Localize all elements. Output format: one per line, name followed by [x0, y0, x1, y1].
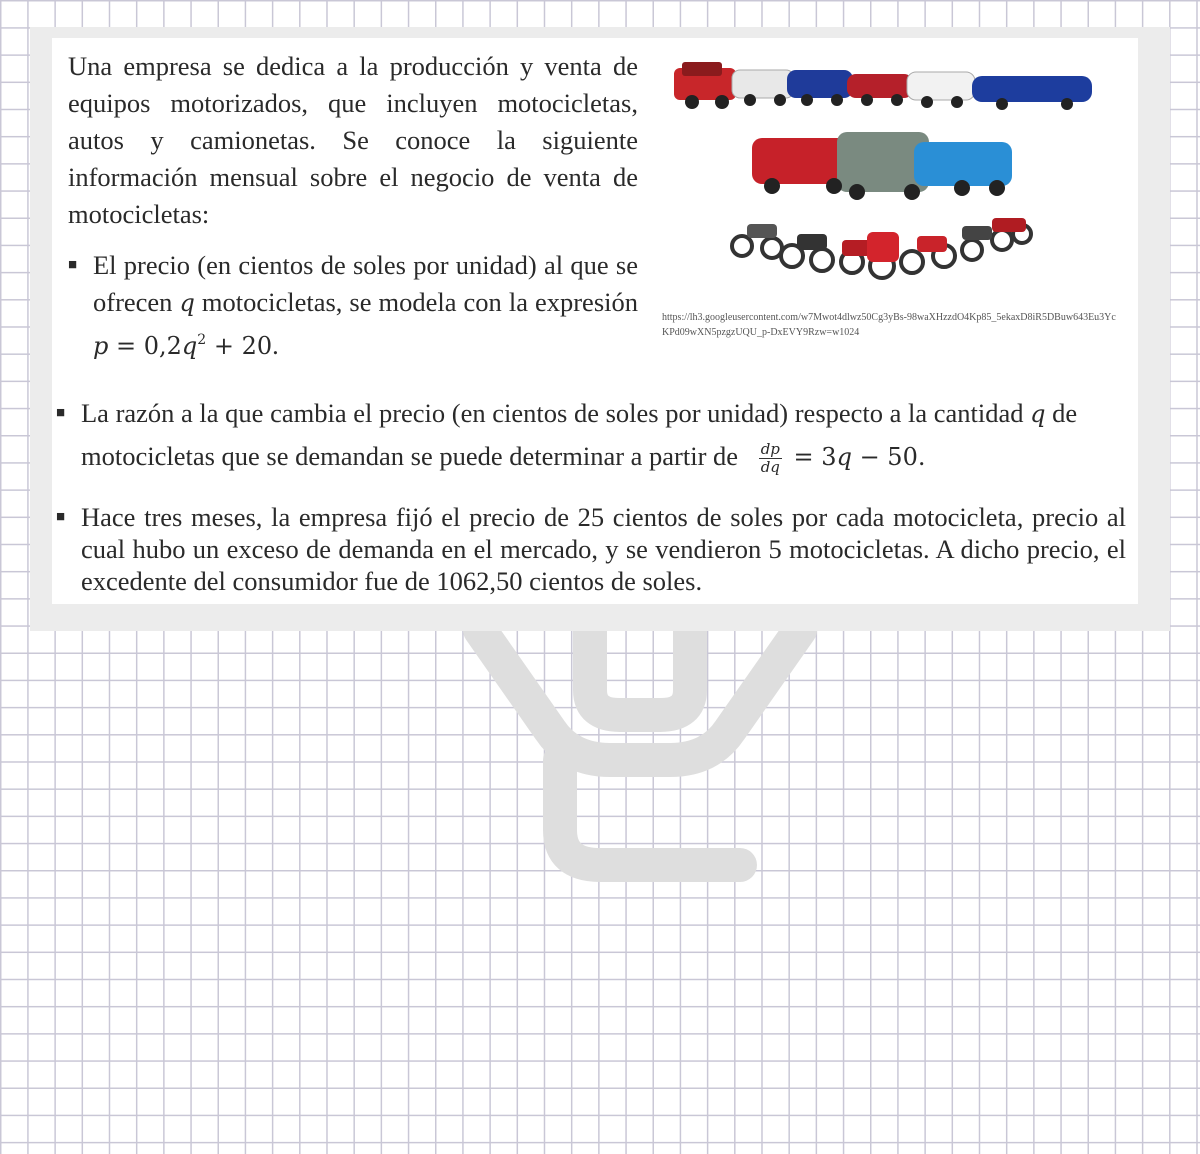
- watermark-logo: [440, 610, 840, 900]
- bullet2-text-b: de motocicletas que se demandan se puede determinar a partir de: [81, 398, 1078, 471]
- bullet-square-icon: ■: [68, 257, 78, 273]
- equation-end: − 50.: [851, 443, 926, 471]
- intro-text: Una empresa se dedica a la producción y venta de equipos motorizados, que incluyen motocicletas, autos y camionetas. Se conoce la siguiente información mensual sobre el negocio de venta de motocicletas:: [68, 51, 638, 229]
- equation-rhs: = 3: [785, 443, 837, 471]
- fraction-denominator: dq: [760, 458, 780, 477]
- motorcycle-bodies: [747, 218, 1026, 262]
- formula-end: + 20: [206, 331, 273, 360]
- formula-q: q: [181, 331, 198, 360]
- bullet-square-icon: ■: [56, 509, 66, 525]
- image-source-caption: https://lh3.googleusercontent.com/w7Mwot4dlwz50Cg3yBs-98waXHzzdO4Kp85_5ekaxD8iR5DBuw643Eu3YcKPd09wXN5pzgzUQU_p-DxEVY9Rzw=w1024: [662, 312, 1116, 338]
- var-q: q: [179, 289, 195, 317]
- vehicles-image: [662, 56, 1112, 296]
- bullet1-text-b: motocicletas, se modela con la expresión: [194, 287, 638, 317]
- equation-q: q: [836, 443, 852, 471]
- bullet-surplus-text: Hace tres meses, la empresa fijó el precio de 25 cientos de soles por cada motocicleta, precio al cual hubo un exceso de demanda en el mercado, y se vendieron 5 motocicletas. A dicho precio, el excedente del consumidor fue de 1062,50 cientos de soles.: [81, 502, 1126, 596]
- formula-exponent: 2: [197, 332, 207, 348]
- bullet-price-model-text: [93, 247, 638, 365]
- bullet-rate-text: [81, 392, 1126, 478]
- intro-paragraph: [68, 48, 638, 233]
- bullet1-text-a: El precio (en cientos de soles por unidad) al que se ofrecen: [93, 250, 638, 317]
- derivative-fraction: [759, 441, 782, 476]
- formula-p: p: [93, 331, 109, 360]
- bullet2-text-a: La razón a la que cambia el precio (en cientos de soles por unidad) respecto a la cantidad: [81, 398, 1031, 428]
- car-row-top: [674, 62, 1092, 110]
- var-q: q: [1030, 400, 1046, 428]
- formula-rest: = 0,2: [108, 331, 182, 360]
- suv-row-middle: [752, 132, 1012, 200]
- bullet-price-model: [68, 247, 638, 365]
- bullet-rate-of-change: [56, 392, 1126, 478]
- bullet-square-icon: ■: [56, 405, 66, 421]
- bullet-consumer-surplus: [56, 501, 1126, 597]
- bullet1-period: .: [272, 329, 279, 360]
- fraction-numerator: dp: [760, 440, 780, 459]
